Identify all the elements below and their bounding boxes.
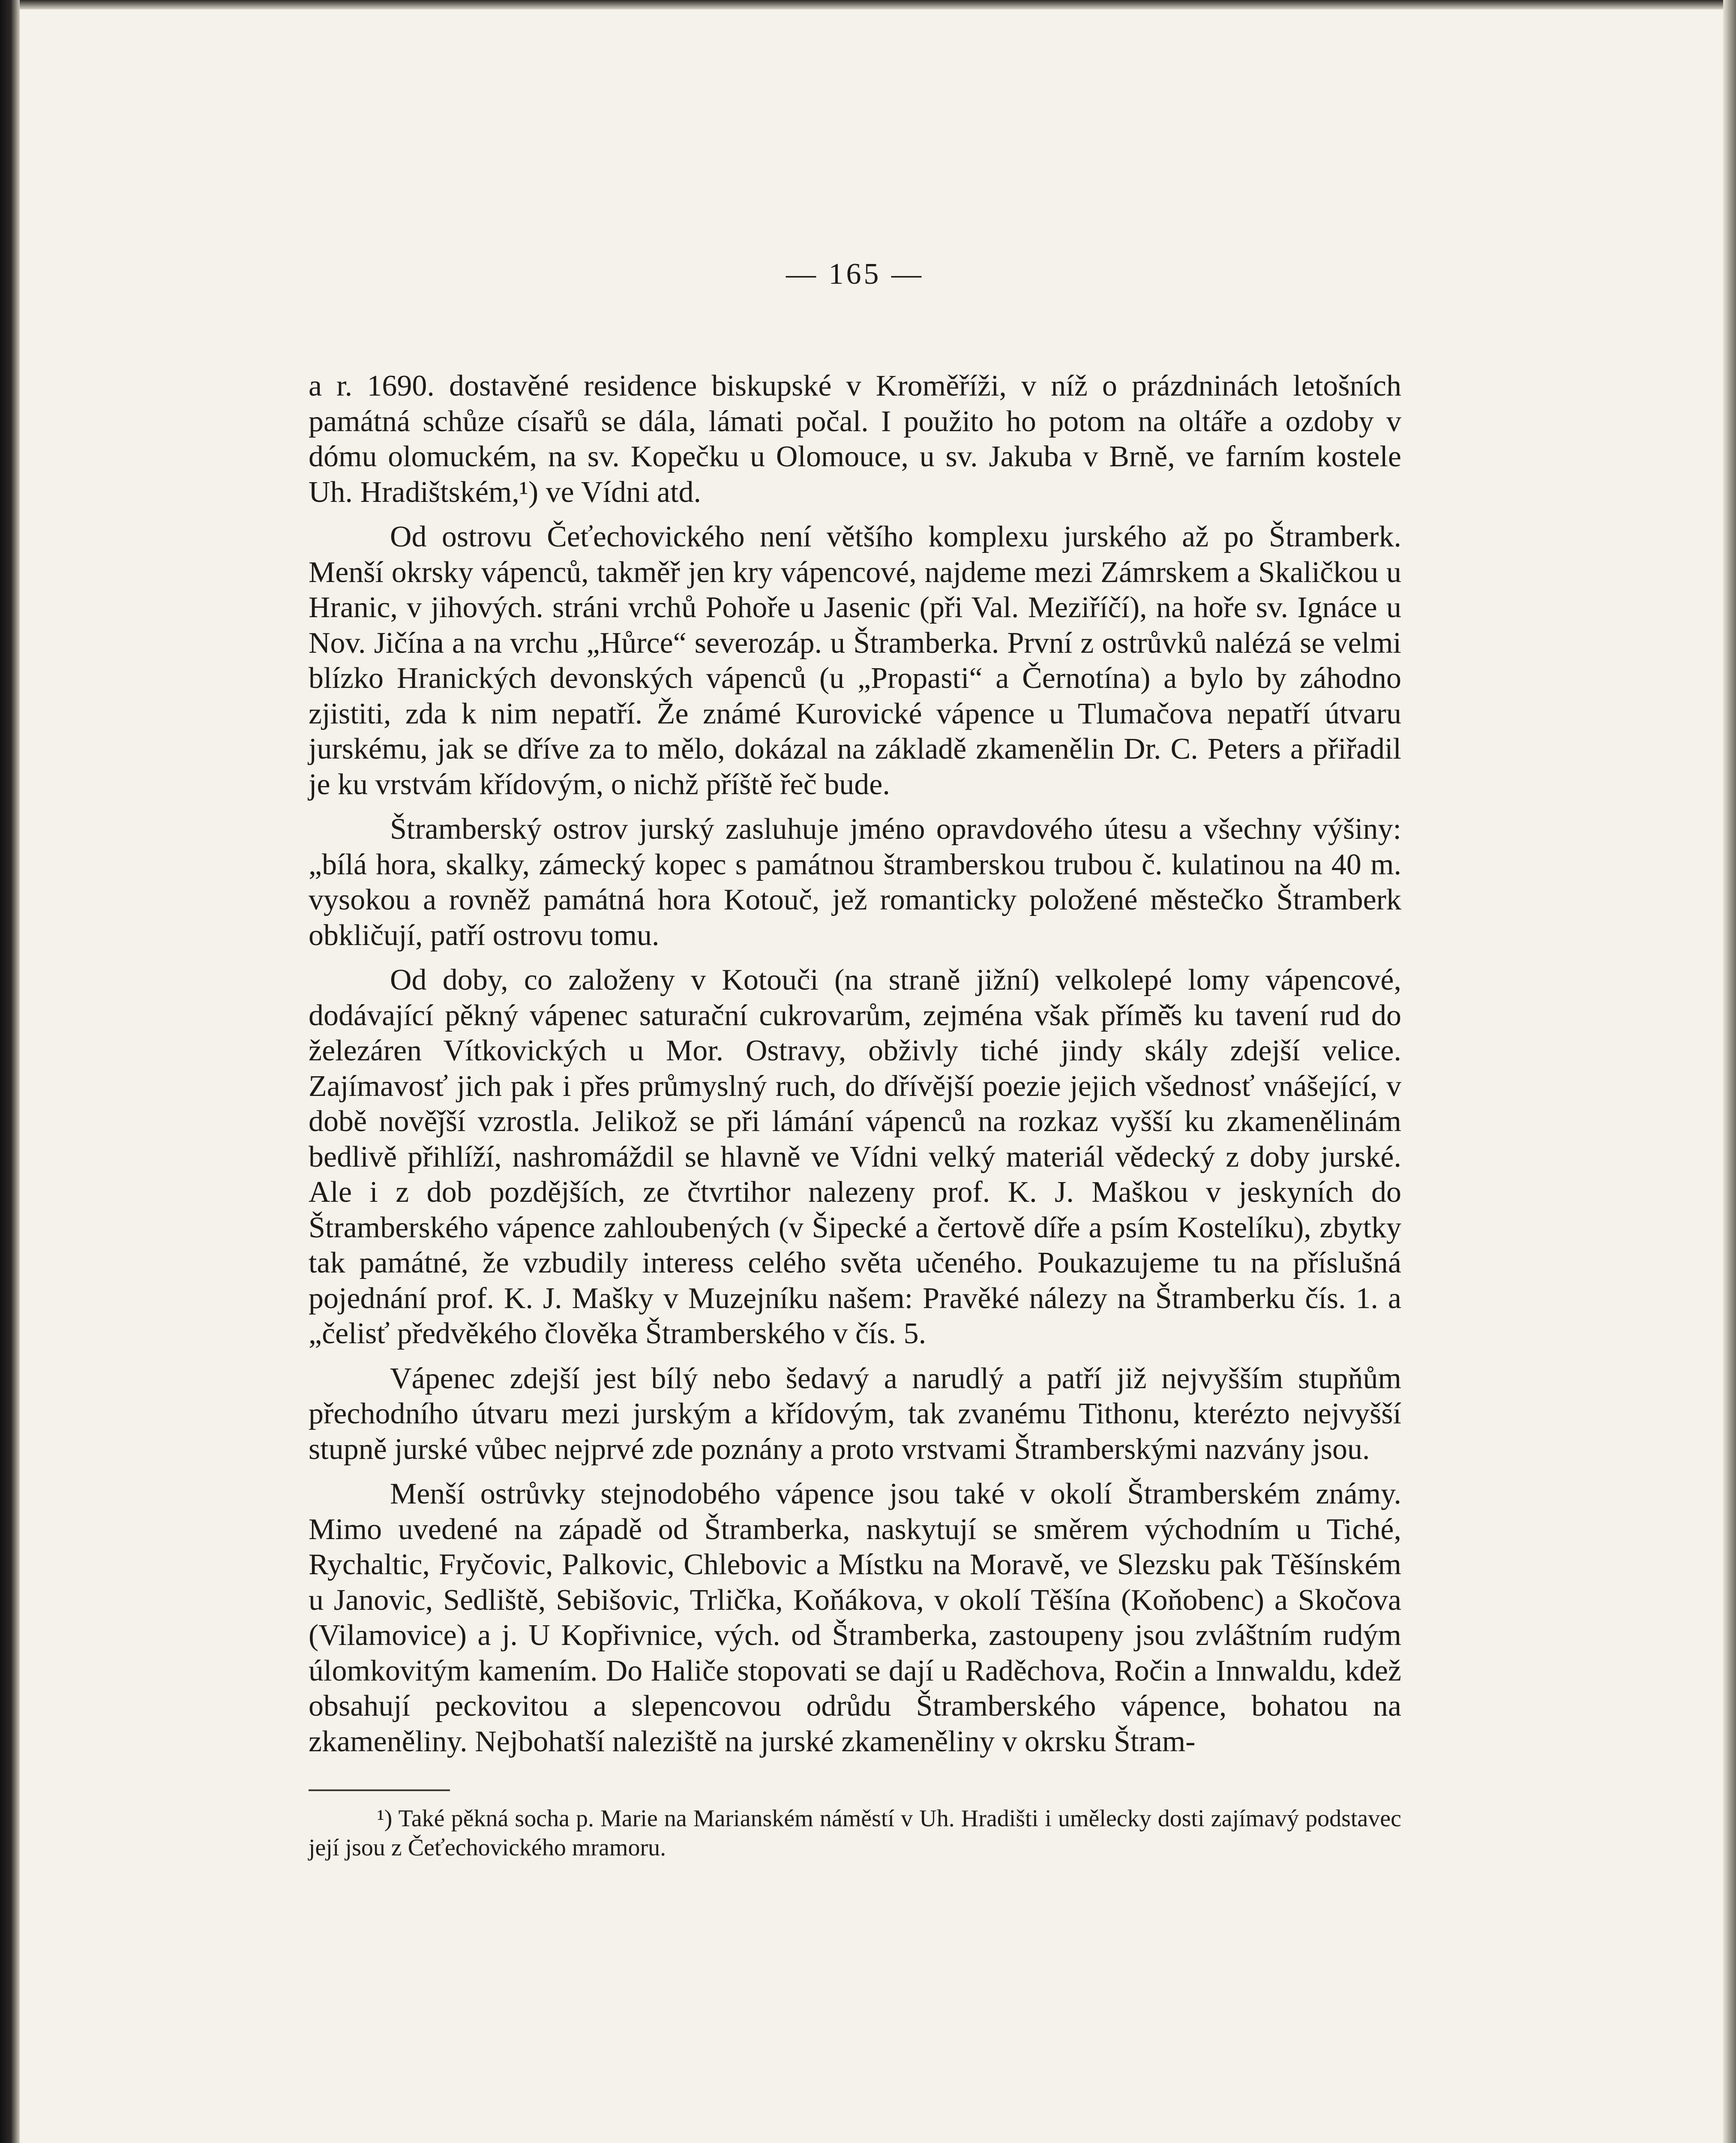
page-edge-left (0, 0, 20, 2143)
footnote-divider (309, 1789, 450, 1791)
paragraph-3: Štramberský ostrov jurský zasluhuje jméno opravdového útesu a všechny výšiny: „bílá hora, skalky, zámecký kopec s památnou štramberskou trubou č. kulatinou na 40 m. vysokou a rovněž památná hora Kotouč, jež romanticky položené městečko Štramberk obkličují, patří ostrovu tomu. (309, 813, 1401, 952)
page-edge-top (0, 0, 1736, 9)
footnote: ¹) Také pěkná socha p. Marie na Marianském náměstí v Uh. Hradišti i umělecky dosti zajímavý podstavec její jsou z Čeťechovického mramoru. (309, 1805, 1401, 1861)
paragraph-5: Vápenec zdejší jest bílý nebo šedavý a narudlý a patří již nejvyšším stupňům přechodního útvaru mezi jurským a křídovým, tak zvanému Tithonu, kterézto nejvyšší stupně jurské vůbec nejprvé zde poznány a proto vrstvami Štramberskými nazvány jsou. (309, 1362, 1401, 1466)
page-edge-right (1723, 0, 1736, 2143)
paragraph-1: a r. 1690. dostavěné residence biskupské v Kroměříži, v níž o prázdninách letošních památná schůze císařů se dála, lámati počal. I použito ho potom na oltáře a ozdoby v dómu olomuckém, na sv. Kopečku u Olomouce, u sv. Jakuba v Brně, ve farním kostele Uh. Hradištském,¹) ve Vídni atd. (309, 369, 1401, 509)
paragraph-4: Od doby, co založeny v Kotouči (na straně jižní) velkolepé lomy vápencové, dodávající pěkný vápenec saturační cukrovarům, zejména však přímě̌s ku tavení rud do železáren Vítkovických u Mor. Ostravy, obživly tiché jindy skály zdejší velice. Zajímavosť jich pak i přes průmyslný ruch, do dřívější poezie jejich všednosť vnášející, v době nověǰší vzrostla. Jelikož se při lámání vápenců na rozkaz vyšší ku zkamenělinám bedlivě přihlíží, nashromáždil se hlavně ve Vídni velký materiál vědecký z doby jurské. Ale i z dob pozdějších, ze čtvrtihor nalezeny prof. K. J. Maškou v jeskyních do Štramberského vápence zahloubených (v Šipecké a čertově díře a psím Kostelíku), zbytky tak památné, že vzbudily interess celého světa učeného. Poukazujeme tu na příslušná pojednání prof. K. J. Mašky v Muzejníku našem: Pravěké nálezy na Štramberku čís. 1. a „čelisť předvěkého člověka Štramberského v čís. 5. (309, 963, 1401, 1350)
paragraph-2: Od ostrovu Čeťechovického není většího komplexu jurského až po Štramberk. Menší okrsky vápenců, takměř jen kry vápencové, najdeme mezi Zámrskem a Skaličkou u Hranic, v jihových. stráni vrchů Pohoře u Jasenic (při Val. Meziříčí), na hoře sv. Ignáce u Nov. Jičína a na vrchu „Hůrce“ severozáp. u Štramberka. První z ostrůvků nalézá se velmi blízko Hranických devonských vápenců (u „Propasti“ a Černotína) a bylo by záhodno zjistiti, zda k nim nepatří. Že známé Kurovické vápence u Tlumačova nepatří útvaru jurskému, jak se dříve za to mělo, dokázal na základě zkamenělin Dr. C. Peters a přiřadil je ku vrstvám křídovým, o nichž příště řeč bude. (309, 520, 1401, 801)
page-number: — 165 — (786, 258, 924, 291)
paragraph-6: Menší ostrůvky stejnodobého vápence jsou také v okolí Štramberském známy. Mimo uvedené na západě od Štramberka, naskytují se směrem východním u Tiché, Rychaltic, Fryčovic, Palkovic, Chlebovic a Místku na Moravě, ve Slezsku pak Těšínském u Janovic, Sedliště, Sebišovic, Trlička, Koňákova, v okolí Těšína (Koňobenc) a Skočova (Vilamovice) a j. U Kopřivnice, vých. od Štramberka, zastoupeny jsou zvláštním rudým úlomkovitým kamením. Do Haliče stopovati se dají u Raděchova, Ročin a Innwaldu, kdež obsahují peckovitou a slepencovou odrůdu Štramberského vápence, bohatou na zkameněliny. Nejbohatší naleziště na jurské zkameněliny v okrsku Štram- (309, 1477, 1401, 1758)
page-text (309, 257, 1401, 1862)
